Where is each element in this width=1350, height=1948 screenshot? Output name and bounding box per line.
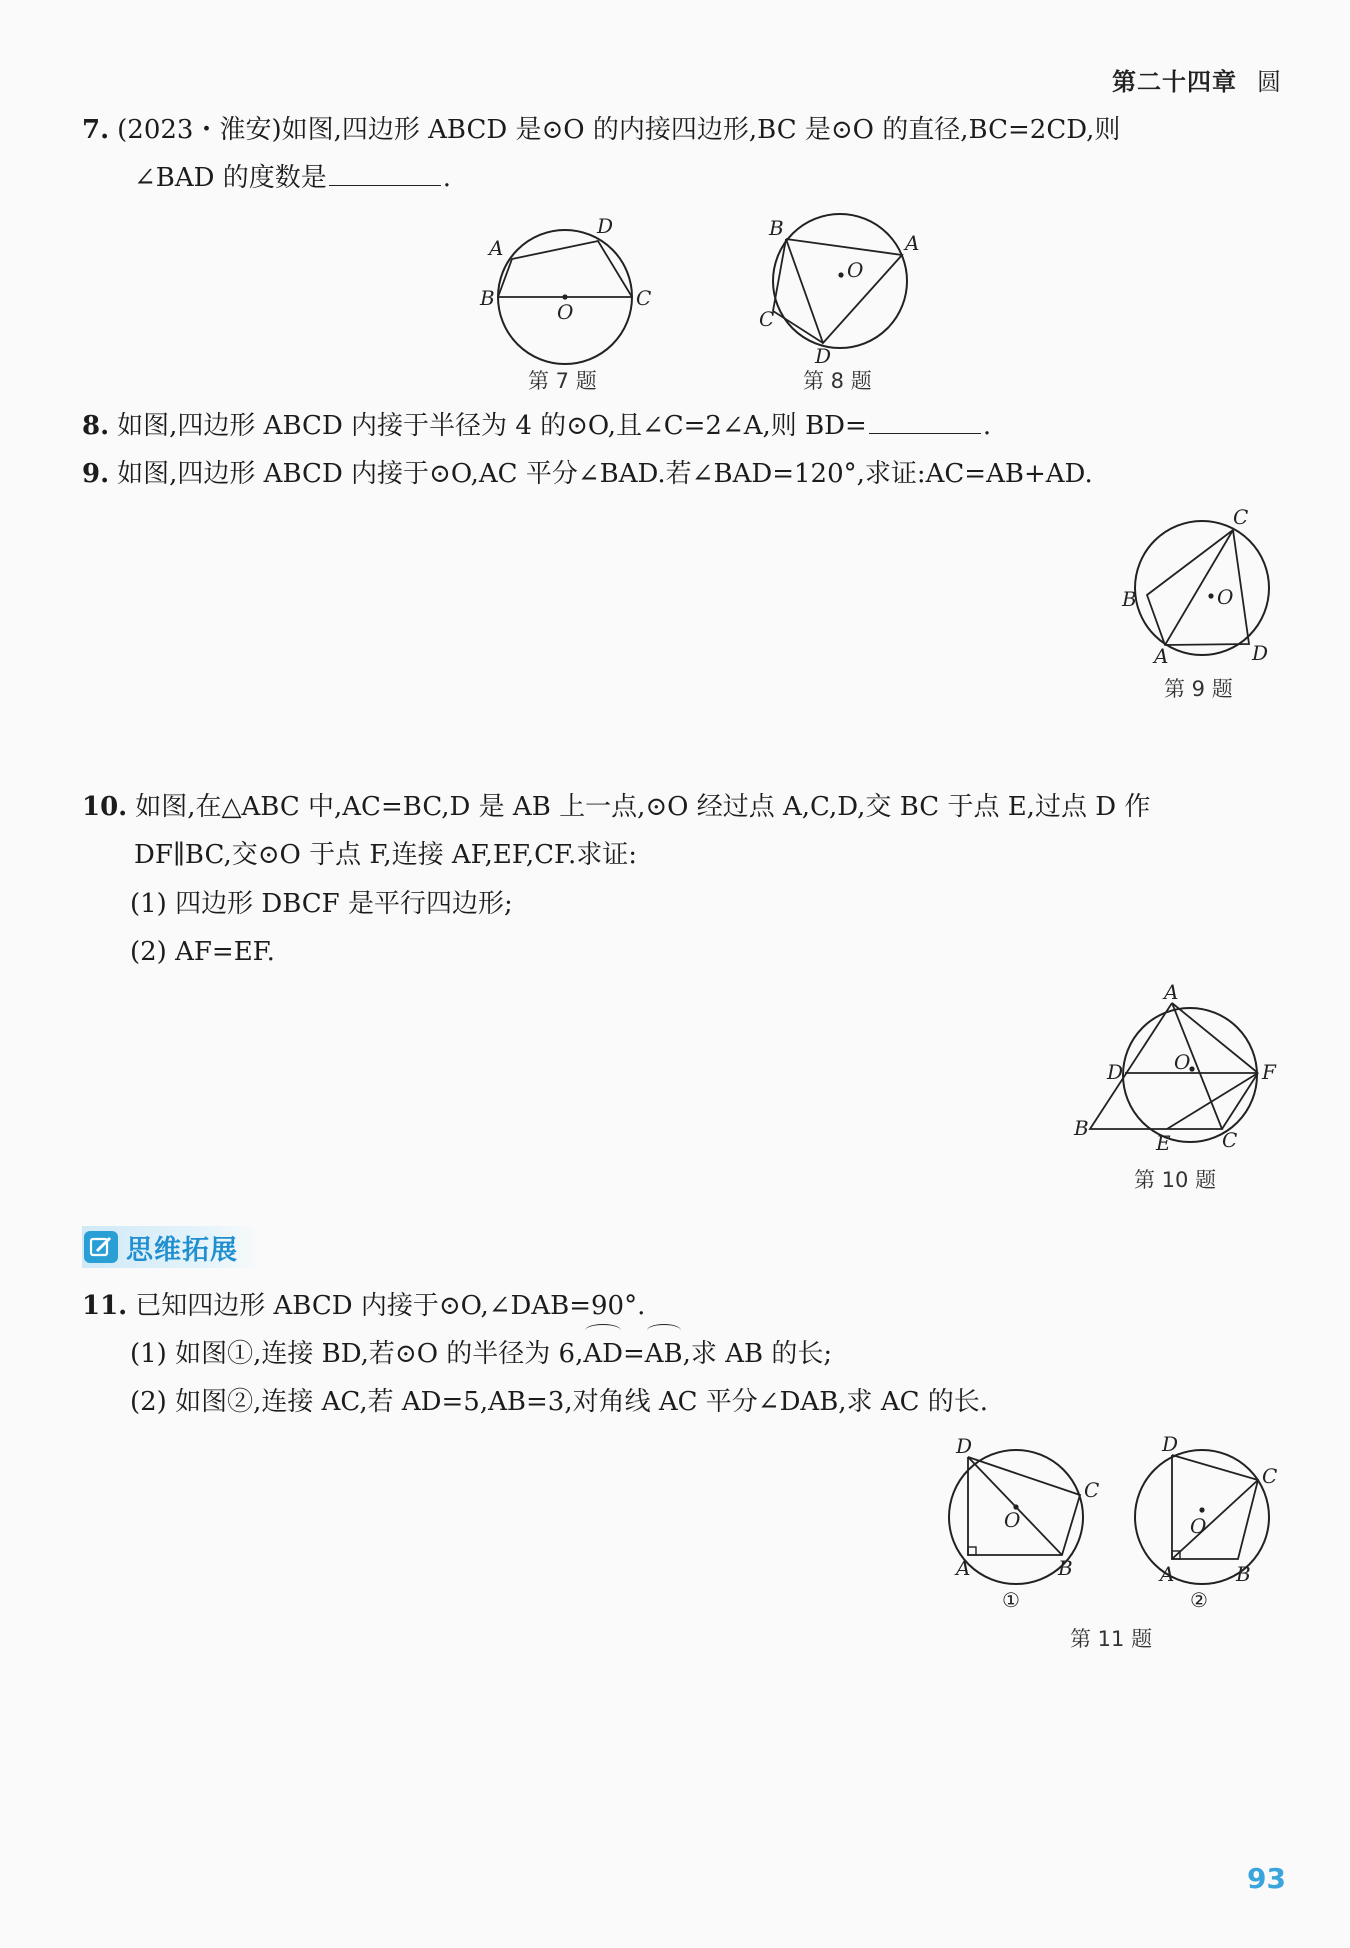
question-7 xyxy=(82,106,1282,202)
figure-8-diagram xyxy=(755,215,930,368)
label-O: O xyxy=(1174,1050,1191,1074)
figure-11-diagram xyxy=(940,1432,1290,1615)
label-A: A xyxy=(1160,1562,1175,1586)
figure-7-caption: 第 7 题 xyxy=(528,369,597,393)
page-number: 93 xyxy=(1247,1862,1286,1895)
label-B: B xyxy=(1058,1556,1073,1580)
part-1-text-end: ,求 AB 的长; xyxy=(682,1339,833,1369)
figure-8-caption: 第 8 题 xyxy=(803,369,872,393)
label-D: D xyxy=(1107,1060,1124,1084)
arc-AD: AD xyxy=(583,1330,623,1378)
label-A: A xyxy=(1154,644,1169,668)
label-D: D xyxy=(597,214,614,238)
label-A: A xyxy=(1164,980,1179,1004)
label-D: D xyxy=(1162,1432,1179,1456)
label-B: B xyxy=(769,216,784,240)
period: . xyxy=(982,411,992,441)
question-number: 8. xyxy=(82,411,110,441)
figure-9-caption: 第 9 题 xyxy=(1164,677,1233,701)
question-number: 11. xyxy=(82,1291,128,1321)
question-number: 7. xyxy=(82,115,110,145)
question-11-part-1 xyxy=(130,1330,832,1378)
section-title: 思维拓展 xyxy=(126,1234,238,1266)
chapter-title: 第二十四章 xyxy=(1112,68,1237,96)
label-B: B xyxy=(480,286,495,310)
figure-7-diagram xyxy=(475,215,650,365)
chapter-subject: 圆 xyxy=(1257,68,1282,96)
part-1-text: (1) 如图①,连接 BD,若⊙O 的半径为 6, xyxy=(130,1339,584,1369)
label-A: A xyxy=(905,231,920,255)
label-C: C xyxy=(1084,1478,1100,1502)
label-B: B xyxy=(1236,1562,1251,1586)
label-D: D xyxy=(1252,641,1269,665)
label-O: O xyxy=(557,300,574,324)
question-number: 10. xyxy=(82,792,128,822)
sub-label-1: ① xyxy=(1002,1588,1020,1612)
question-text: 如图,四边形 ABCD 内接于半径为 4 的⊙O,且∠C=2∠A,则 BD= xyxy=(117,411,867,441)
label-F: F xyxy=(1262,1060,1276,1084)
question-text: 已知四边形 ABCD 内接于⊙O,∠DAB=90°. xyxy=(135,1291,646,1321)
question-11-part-2: (2) 如图②,连接 AC,若 AD=5,AB=3,对角线 AC 平分∠DAB,求 AC 的长. xyxy=(130,1387,989,1417)
period: . xyxy=(442,163,452,193)
figure-10 xyxy=(1070,980,1280,1155)
question-number: 9. xyxy=(82,459,110,489)
question-text: 如图,四边形 ABCD 内接于⊙O,AC 平分∠BAD.若∠BAD=120°,求证:AC=AB+AD. xyxy=(117,459,1093,489)
question-8 xyxy=(82,402,1282,450)
pencil-icon xyxy=(84,1231,118,1263)
label-B: B xyxy=(1122,587,1137,611)
question-text: (2023・淮安)如图,四边形 ABCD 是⊙O 的内接四边形,BC 是⊙O 的直径,BC=2CD,则 xyxy=(117,115,1121,145)
figure-9 xyxy=(1118,500,1288,668)
label-B: B xyxy=(1074,1116,1089,1140)
label-C: C xyxy=(1222,1128,1238,1152)
figure-10-caption: 第 10 题 xyxy=(1134,1168,1217,1192)
question-text-line2: ∠BAD 的度数是 xyxy=(134,163,327,193)
label-O: O xyxy=(847,258,864,282)
label-C: C xyxy=(1262,1464,1278,1488)
label-C: C xyxy=(1233,505,1249,529)
figure-10-diagram xyxy=(1070,980,1280,1155)
label-A: A xyxy=(489,236,504,260)
label-O: O xyxy=(1004,1508,1021,1532)
label-C: C xyxy=(636,286,652,310)
question-9 xyxy=(82,450,1282,498)
figure-11-caption: 第 11 题 xyxy=(1070,1627,1153,1651)
chapter-header xyxy=(1112,62,1282,97)
question-10-part-1: (1) 四边形 DBCF 是平行四边形; xyxy=(130,889,513,919)
label-D: D xyxy=(815,344,832,368)
label-O: O xyxy=(1217,585,1234,609)
question-10 xyxy=(82,783,1282,879)
question-text-line2: DF∥BC,交⊙O 于点 F,连接 AF,EF,CF.求证: xyxy=(134,840,638,870)
label-C: C xyxy=(759,307,775,331)
equals-sign: = xyxy=(622,1339,645,1369)
label-A: A xyxy=(956,1556,971,1580)
figure-8 xyxy=(755,215,930,368)
figure-11 xyxy=(940,1432,1290,1615)
figure-7 xyxy=(475,215,650,365)
label-E: E xyxy=(1156,1131,1171,1155)
arc-AB: AB xyxy=(645,1330,683,1378)
figure-9-diagram xyxy=(1118,500,1288,668)
answer-blank[interactable] xyxy=(869,411,981,434)
answer-blank[interactable] xyxy=(329,163,441,186)
label-O: O xyxy=(1190,1514,1207,1538)
figure-11-sub-2 xyxy=(1135,1432,1277,1612)
label-D: D xyxy=(956,1434,973,1458)
sub-label-2: ② xyxy=(1190,1588,1208,1612)
question-10-part-2: (2) AF=EF. xyxy=(130,937,275,967)
question-11 xyxy=(82,1282,1282,1330)
section-header xyxy=(82,1226,262,1268)
question-text: 如图,在△ABC 中,AC=BC,D 是 AB 上一点,⊙O 经过点 A,C,D,交 BC 于点 E,过点 D 作 xyxy=(135,792,1151,822)
figure-11-sub-1 xyxy=(949,1434,1099,1612)
